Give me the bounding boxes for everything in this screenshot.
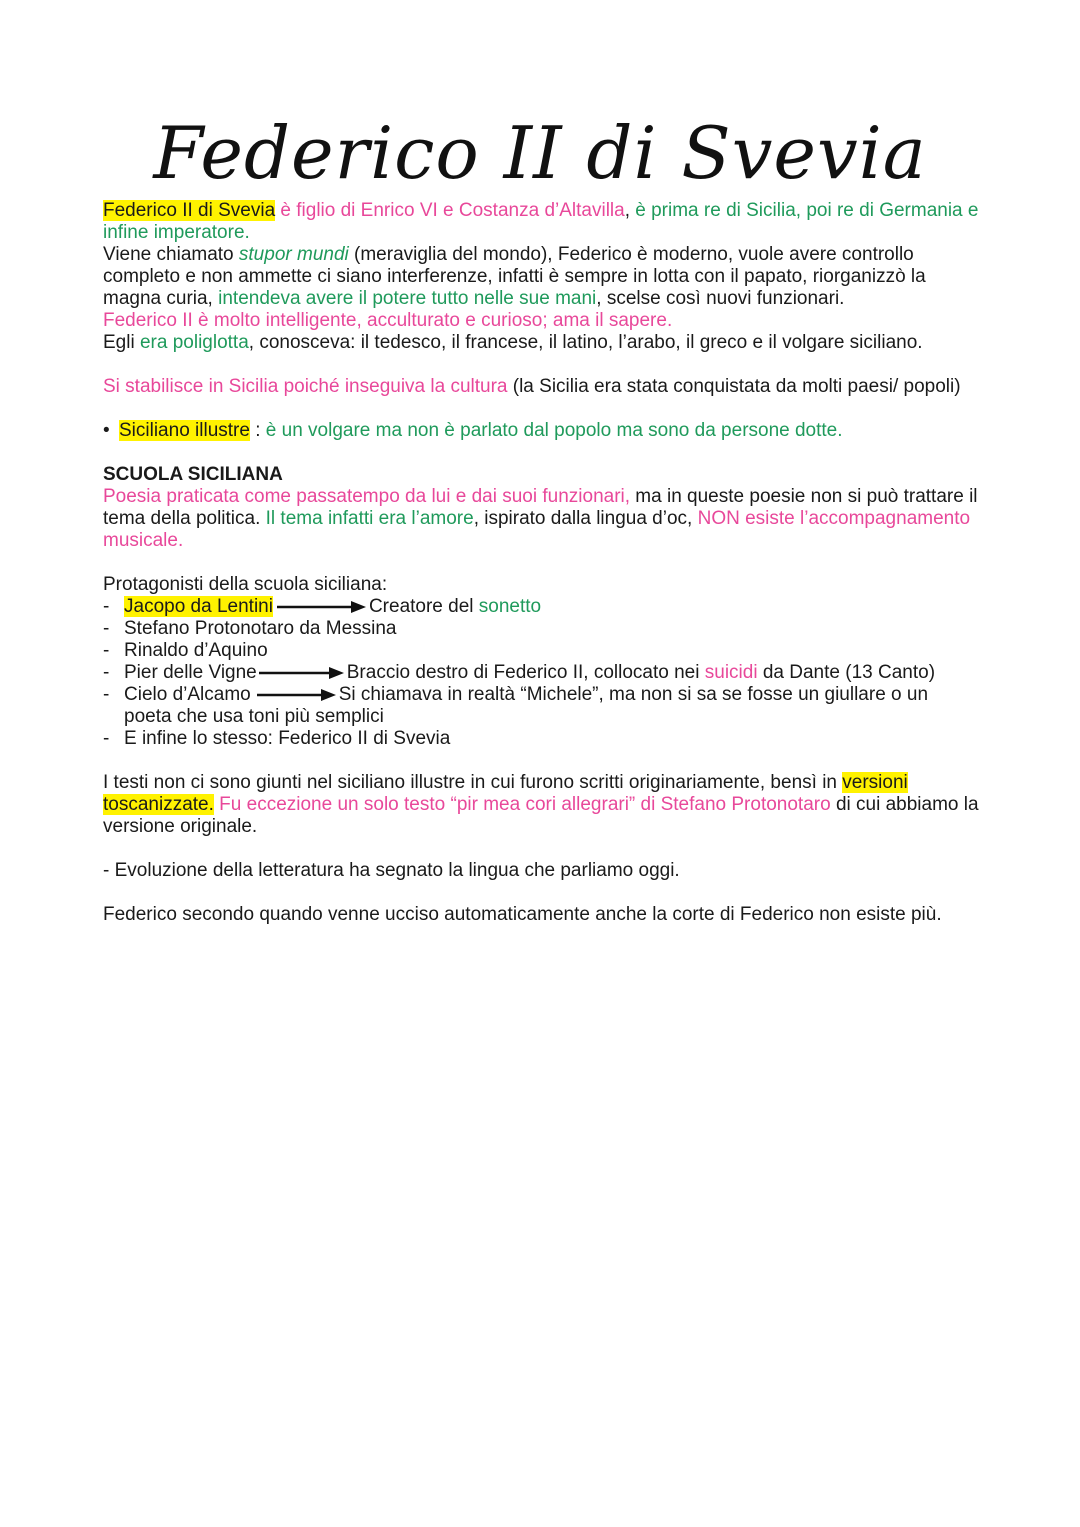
bullet-siciliano-illustre: • Siciliano illustre : è un volgare ma non è parlato dal popolo ma sono da persone dotte. — [103, 420, 843, 441]
list-item-pier: - Pier delle Vigne Braccio destro di Federico II, collocato nei suicidi da Dante (13 Canto) — [103, 662, 936, 683]
protagonisti-intro: Protagonisti della scuola siciliana: — [103, 574, 388, 595]
list-item-cielo: - Cielo d’Alcamo Si chiamava in realtà “Michele”, ma non si sa se fosse un giullare o un — [103, 684, 929, 705]
list-item-stefano: - Stefano Protonotaro da Messina — [103, 618, 397, 639]
paragraph-scuola: Poesia praticata come passatempo da lui e dai suoi funzionari, ma in queste poesie non si può trattare il tema della politica. Il tema infatti era l’amore, ispirato dalla lingua d’oc, NON esiste l’accompagnamento musicale. — [103, 486, 978, 551]
highlight-siciliano-illustre: Siciliano illustre — [119, 420, 250, 441]
highlight-federico: Federico II di Svevia — [103, 200, 276, 221]
list-item-federico: - E infine lo stesso: Federico II di Svevia — [103, 728, 451, 749]
paragraph-testi: I testi non ci sono giunti nel siciliano illustre in cui furono scritti originariamente, bensì in versioni toscanizzate. Fu eccezione un solo testo “pir mea cori allegrari” di Stefano Protonotaro di cui abbiamo la versione originale. — [103, 772, 979, 837]
paragraph-sicilia: Si stabilisce in Sicilia poiché inseguiva la cultura (la Sicilia era stata conquistata da molti paesi/ popoli) — [103, 376, 961, 397]
paragraph-finale: Federico secondo quando venne ucciso automaticamente anche la corte di Federico non esiste più. — [103, 904, 942, 925]
highlight-versioni-toscanizzate: versioni toscanizzate. — [103, 772, 908, 815]
paragraph-poliglotta: Egli era poliglotta, conosceva: il tedesco, il francese, il latino, l’arabo, il greco e il volgare siciliano. — [103, 332, 923, 353]
highlight-jacopo: Jacopo da Lentini — [124, 596, 273, 617]
list-item-jacopo: - Jacopo da Lentini Creatore del sonetto — [103, 596, 542, 617]
arrow-right-icon — [275, 600, 367, 614]
list-item-cielo-continued: poeta che usa toni più semplici — [124, 706, 384, 727]
section-heading-scuola-siciliana: SCUOLA SICILIANA — [103, 464, 283, 485]
page-title: Federico II di Svevia — [153, 111, 927, 195]
arrow-right-icon — [253, 688, 337, 702]
paragraph-evoluzione: - Evoluzione della letteratura ha segnato la lingua che parliamo oggi. — [103, 860, 680, 881]
bullet-dot: • — [103, 420, 110, 441]
document-body — [103, 200, 983, 926]
arrow-right-icon — [259, 666, 345, 680]
paragraph-intelligente: Federico II è molto intelligente, acculturato e curioso; ama il sapere. — [103, 310, 673, 331]
paragraph-intro: Federico II di Svevia è figlio di Enrico VI e Costanza d’Altavilla, è prima re di Sicilia, poi re di Germania e infine imperatore. — [103, 200, 979, 243]
paragraph-stupor-mundi: Viene chiamato stupor mundi (meraviglia del mondo), Federico è moderno, vuole avere controllo completo e non ammette ci siano interferenze, infatti è sempre in lotta con il papato, riorganizzò la magna curia, intendeva avere il potere tutto nelle sue mani, scelse così nuovi funzionari. — [103, 244, 926, 309]
list-item-rinaldo: - Rinaldo d’Aquino — [103, 640, 268, 661]
protagonisti-list — [103, 596, 983, 750]
